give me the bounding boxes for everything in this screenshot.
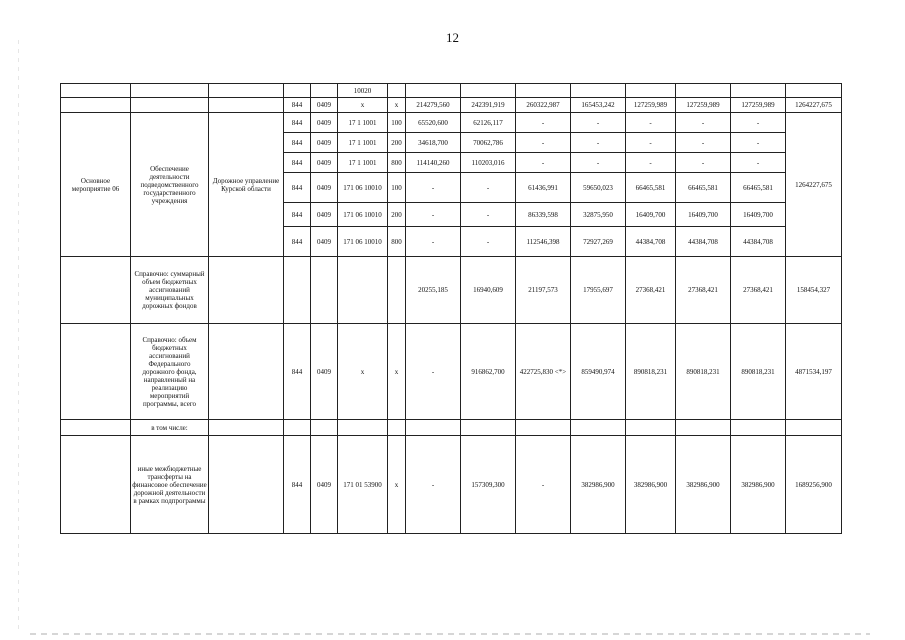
cell bbox=[516, 420, 571, 436]
cell-value: - bbox=[516, 436, 571, 534]
cell bbox=[61, 84, 131, 98]
cell-value: 44384,708 bbox=[731, 227, 786, 257]
cell-value: 27368,421 bbox=[731, 257, 786, 324]
cell bbox=[626, 420, 676, 436]
cell-grbs: 844 bbox=[284, 203, 311, 227]
table-row bbox=[61, 113, 842, 133]
cell bbox=[786, 420, 842, 436]
cell bbox=[731, 420, 786, 436]
cell bbox=[61, 98, 131, 113]
cell-value: - bbox=[626, 113, 676, 133]
cell-vr: 200 bbox=[388, 203, 406, 227]
table-row bbox=[61, 98, 842, 113]
cell-value: 422725,830 <*> bbox=[516, 324, 571, 420]
cell-rzpr: 0409 bbox=[311, 436, 338, 534]
cell bbox=[209, 324, 284, 420]
table-row bbox=[61, 436, 842, 534]
cell bbox=[461, 84, 516, 98]
cell-value: 72927,269 bbox=[571, 227, 626, 257]
cell-value: 890818,231 bbox=[676, 324, 731, 420]
cell bbox=[461, 420, 516, 436]
cell-value: 242391,919 bbox=[461, 98, 516, 113]
cell-value: 112546,398 bbox=[516, 227, 571, 257]
cell bbox=[284, 257, 311, 324]
cell-csr: x bbox=[338, 324, 388, 420]
cell-value: - bbox=[406, 173, 461, 203]
cell-rzpr: 0409 bbox=[311, 133, 338, 153]
cell-value: 165453,242 bbox=[571, 98, 626, 113]
cell-value: 890818,231 bbox=[626, 324, 676, 420]
cell-value: 70062,786 bbox=[461, 133, 516, 153]
cell-value: 114140,260 bbox=[406, 153, 461, 173]
cell bbox=[131, 84, 209, 98]
cell bbox=[731, 84, 786, 98]
cell-value: 27368,421 bbox=[676, 257, 731, 324]
cell bbox=[284, 84, 311, 98]
cell-value: 16409,700 bbox=[626, 203, 676, 227]
cell-value: - bbox=[571, 153, 626, 173]
table-row bbox=[61, 420, 842, 436]
cell bbox=[676, 84, 731, 98]
cell-vr: x bbox=[388, 436, 406, 534]
cell bbox=[626, 84, 676, 98]
cell-value: 916862,700 bbox=[461, 324, 516, 420]
cell-csr: 171 06 10010 bbox=[338, 173, 388, 203]
cell-value: 127259,989 bbox=[731, 98, 786, 113]
cell-value: - bbox=[461, 173, 516, 203]
cell-rzpr: 0409 bbox=[311, 173, 338, 203]
cell-grbs: 844 bbox=[284, 98, 311, 113]
cell bbox=[311, 257, 338, 324]
cell-value: - bbox=[571, 113, 626, 133]
cell bbox=[388, 257, 406, 324]
cell bbox=[61, 436, 131, 534]
cell-event-name: Обеспечение деятельности подведомственного государственного учреждения bbox=[131, 113, 209, 257]
cell-ref-label: Справочно: объем бюджетных ассигнований Федерального дорожного фонда, направленный на реализацию мероприятий программы, всего bbox=[131, 324, 209, 420]
cell-value: 59650,023 bbox=[571, 173, 626, 203]
page-number: 12 bbox=[446, 30, 459, 45]
cell-value: 44384,708 bbox=[676, 227, 731, 257]
cell-value: 110203,016 bbox=[461, 153, 516, 173]
cell-total: 1264227,675 bbox=[786, 98, 842, 113]
cell-value: 66465,581 bbox=[626, 173, 676, 203]
cell bbox=[338, 420, 388, 436]
budget-table bbox=[60, 83, 842, 534]
cell-value: - bbox=[676, 133, 731, 153]
cell bbox=[406, 84, 461, 98]
cell-grbs: 844 bbox=[284, 133, 311, 153]
cell-total: 1689256,900 bbox=[786, 436, 842, 534]
cell bbox=[676, 420, 731, 436]
cell-rzpr: 0409 bbox=[311, 324, 338, 420]
cell-value: 890818,231 bbox=[731, 324, 786, 420]
cell-value: 21197,573 bbox=[516, 257, 571, 324]
cell-csr: x bbox=[338, 98, 388, 113]
cell bbox=[209, 420, 284, 436]
cell bbox=[388, 84, 406, 98]
cell-value: - bbox=[571, 133, 626, 153]
cell-csr: 17 1 1001 bbox=[338, 133, 388, 153]
cell bbox=[131, 98, 209, 113]
cell-csr: 17 1 1001 bbox=[338, 153, 388, 173]
cell-csr: 171 06 10010 bbox=[338, 203, 388, 227]
cell-grbs: 844 bbox=[284, 324, 311, 420]
cell-value: 61436,991 bbox=[516, 173, 571, 203]
cell-total: 1264227,675 bbox=[786, 113, 842, 257]
cell bbox=[338, 257, 388, 324]
cell bbox=[209, 98, 284, 113]
cell-vr: 800 bbox=[388, 153, 406, 173]
cell bbox=[209, 436, 284, 534]
cell bbox=[388, 420, 406, 436]
cell-csr: 171 01 53900 bbox=[338, 436, 388, 534]
scan-noise-artifact bbox=[30, 633, 870, 635]
cell-value: - bbox=[676, 113, 731, 133]
scan-edge-artifact bbox=[18, 40, 19, 630]
cell-value: - bbox=[516, 133, 571, 153]
cell-value: 27368,421 bbox=[626, 257, 676, 324]
cell bbox=[209, 84, 284, 98]
cell-value: 157309,300 bbox=[461, 436, 516, 534]
cell-vr: x bbox=[388, 98, 406, 113]
cell-value: 214279,560 bbox=[406, 98, 461, 113]
cell-value: 86339,598 bbox=[516, 203, 571, 227]
cell-grbs: 844 bbox=[284, 153, 311, 173]
cell-value: 382986,900 bbox=[626, 436, 676, 534]
cell-rzpr: 0409 bbox=[311, 98, 338, 113]
cell-csr: 10020 bbox=[338, 84, 388, 98]
cell-grbs: 844 bbox=[284, 113, 311, 133]
cell-value: 382986,900 bbox=[731, 436, 786, 534]
cell bbox=[61, 257, 131, 324]
cell-value: 16940,609 bbox=[461, 257, 516, 324]
cell-vr: x bbox=[388, 324, 406, 420]
table-row bbox=[61, 84, 842, 98]
cell-csr: 171 06 10010 bbox=[338, 227, 388, 257]
cell bbox=[209, 257, 284, 324]
cell-value: 16409,700 bbox=[676, 203, 731, 227]
cell-value: 65520,600 bbox=[406, 113, 461, 133]
cell-value: - bbox=[406, 436, 461, 534]
cell-value: - bbox=[461, 203, 516, 227]
cell bbox=[311, 420, 338, 436]
cell-grbs: 844 bbox=[284, 227, 311, 257]
cell-ref-label: иные межбюджетные трансферты на финансовое обеспечение дорожной деятельности в рамках подпрограммы bbox=[131, 436, 209, 534]
cell-value: - bbox=[516, 113, 571, 133]
cell-vr: 200 bbox=[388, 133, 406, 153]
cell-value: 127259,989 bbox=[626, 98, 676, 113]
cell-value: - bbox=[516, 153, 571, 173]
cell-executor: Дорожное управление Курской области bbox=[209, 113, 284, 257]
cell-rzpr: 0409 bbox=[311, 113, 338, 133]
cell-value: - bbox=[731, 113, 786, 133]
table-row bbox=[61, 257, 842, 324]
cell bbox=[406, 420, 461, 436]
cell-vr: 100 bbox=[388, 113, 406, 133]
cell-status: Основное мероприятие 06 bbox=[61, 113, 131, 257]
cell-value: - bbox=[731, 153, 786, 173]
cell-vr: 800 bbox=[388, 227, 406, 257]
cell bbox=[61, 420, 131, 436]
cell-value: 20255,185 bbox=[406, 257, 461, 324]
cell-total: 158454,327 bbox=[786, 257, 842, 324]
cell-value: 66465,581 bbox=[676, 173, 731, 203]
cell-value: - bbox=[406, 324, 461, 420]
cell-value: - bbox=[626, 153, 676, 173]
cell-value: 62126,117 bbox=[461, 113, 516, 133]
cell-value: 66465,581 bbox=[731, 173, 786, 203]
cell-value: - bbox=[461, 227, 516, 257]
cell bbox=[284, 420, 311, 436]
cell-rzpr: 0409 bbox=[311, 153, 338, 173]
cell-grbs: 844 bbox=[284, 173, 311, 203]
cell-incl-label: в том числе: bbox=[131, 420, 209, 436]
cell-value: - bbox=[406, 227, 461, 257]
cell bbox=[311, 84, 338, 98]
cell-csr: 17 1 1001 bbox=[338, 113, 388, 133]
cell-value: - bbox=[676, 153, 731, 173]
cell bbox=[516, 84, 571, 98]
cell bbox=[786, 84, 842, 98]
cell bbox=[571, 420, 626, 436]
cell-value: 859490,974 bbox=[571, 324, 626, 420]
cell-rzpr: 0409 bbox=[311, 227, 338, 257]
cell-value: - bbox=[406, 203, 461, 227]
cell-value: 127259,989 bbox=[676, 98, 731, 113]
cell-vr: 100 bbox=[388, 173, 406, 203]
cell-value: 32875,950 bbox=[571, 203, 626, 227]
cell-value: 17955,697 bbox=[571, 257, 626, 324]
cell-value: 382986,900 bbox=[571, 436, 626, 534]
cell-value: - bbox=[731, 133, 786, 153]
cell-value: - bbox=[626, 133, 676, 153]
cell-value: 34618,700 bbox=[406, 133, 461, 153]
cell bbox=[571, 84, 626, 98]
cell-value: 16409,700 bbox=[731, 203, 786, 227]
cell-rzpr: 0409 bbox=[311, 203, 338, 227]
cell-grbs: 844 bbox=[284, 436, 311, 534]
cell-ref-label: Справочно: суммарный объем бюджетных ассигнований муниципальных дорожных фондов bbox=[131, 257, 209, 324]
cell-total: 4871534,197 bbox=[786, 324, 842, 420]
cell-value: 382986,900 bbox=[676, 436, 731, 534]
cell-value: 260322,987 bbox=[516, 98, 571, 113]
cell-value: 44384,708 bbox=[626, 227, 676, 257]
table-row bbox=[61, 324, 842, 420]
cell bbox=[61, 324, 131, 420]
